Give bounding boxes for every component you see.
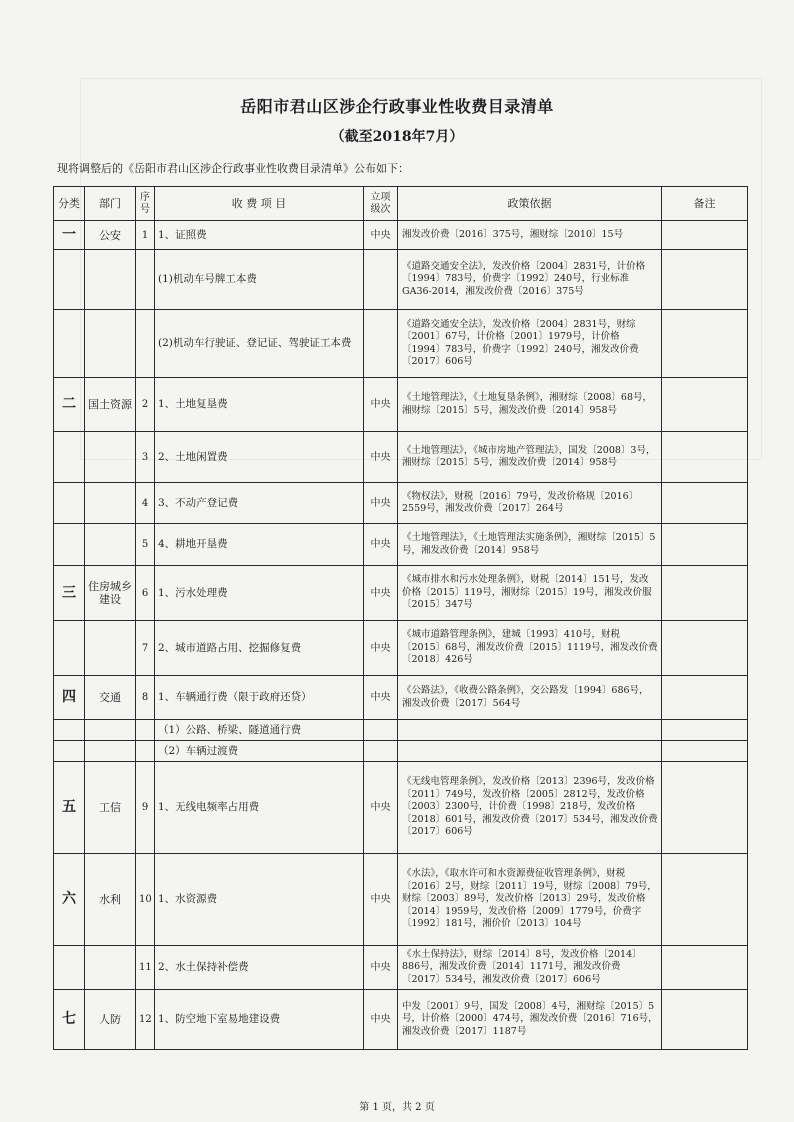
cell-level: 中央 <box>364 483 398 524</box>
cell-item: 4、耕地开垦费 <box>155 524 364 566</box>
cell-seq <box>136 250 155 310</box>
cell-department <box>85 250 136 310</box>
cell-department <box>85 310 136 378</box>
cell-department <box>85 524 136 566</box>
cell-level: 中央 <box>364 990 398 1050</box>
cell-level: 中央 <box>364 221 398 250</box>
cell-basis <box>398 720 662 741</box>
table-row <box>54 762 748 854</box>
cell-category <box>54 250 85 310</box>
cell-level <box>364 720 398 741</box>
cell-seq <box>136 310 155 378</box>
cell-category <box>54 524 85 566</box>
cell-basis: 《道路交通安全法》，发改价格〔2004〕2831号，财综〔2001〕67号，计价格〔2001〕1979号，计价格〔1994〕783号，价费字〔1992〕240号，湘发改价费〔2017〕606号 <box>398 310 662 378</box>
cell-department: 国土资源 <box>85 378 136 432</box>
cell-seq: 8 <box>136 676 155 720</box>
cell-level: 中央 <box>364 432 398 483</box>
table-header-row <box>54 187 748 221</box>
cell-level: 中央 <box>364 621 398 676</box>
cell-remark <box>662 762 748 854</box>
cell-item: 2、水土保持补偿费 <box>155 946 364 990</box>
cell-department: 工信 <box>85 762 136 854</box>
table-row <box>54 946 748 990</box>
cell-level <box>364 741 398 762</box>
cell-category <box>54 432 85 483</box>
intro-text: 现将调整后的《岳阳市君山区涉企行政事业性收费目录清单》公布如下： <box>57 162 409 175</box>
table-row <box>54 250 748 310</box>
cell-category <box>54 946 85 990</box>
cell-category: 三 <box>54 566 85 621</box>
cell-basis: 《公路法》，《收费公路条例》，交公路发〔1994〕686号，湘发改价费〔2017〕564号 <box>398 676 662 720</box>
cell-category <box>54 741 85 762</box>
cell-department <box>85 432 136 483</box>
cell-remark <box>662 854 748 946</box>
cell-basis: 《土地管理法》，《城市房地产管理法》，国发〔2008〕3号，湘财综〔2015〕5号，湘发改价费〔2014〕958号 <box>398 432 662 483</box>
cell-basis: 湘发改价费〔2016〕375号，湘财综〔2010〕15号 <box>398 221 662 250</box>
header-category: 分类 <box>54 187 85 221</box>
fee-catalog-table <box>53 186 748 1050</box>
cell-item: 2、土地闲置费 <box>155 432 364 483</box>
cell-seq <box>136 720 155 741</box>
cell-basis: 《水法》，《取水许可和水资源费征收管理条例》，财税〔2016〕2号，财综〔2011〕19号，财综〔2008〕79号，财综〔2003〕89号，发改价格〔2013〕29号，发改价格〔2014〕1959号，发改价格〔2009〕1779号，价费字〔1992〕181号，湘价价〔2013〕104号 <box>398 854 662 946</box>
cell-item: 1、防空地下室易地建设费 <box>155 990 364 1050</box>
cell-department <box>85 741 136 762</box>
table-row <box>54 566 748 621</box>
cell-seq: 4 <box>136 483 155 524</box>
cell-item: 3、不动产登记费 <box>155 483 364 524</box>
cell-category: 一 <box>54 221 85 250</box>
cell-level <box>364 310 398 378</box>
cell-basis: 《道路交通安全法》，发改价格〔2004〕2831号，计价格〔1994〕783号，价费字〔1992〕240号，行业标准GA36-2014，湘发改价费〔2016〕375号 <box>398 250 662 310</box>
cell-item: 1、土地复垦费 <box>155 378 364 432</box>
table-row <box>54 524 748 566</box>
cell-item: 1、证照费 <box>155 221 364 250</box>
cell-remark <box>662 946 748 990</box>
cell-department: 水利 <box>85 854 136 946</box>
document-title: 岳阳市君山区涉企行政事业性收费目录清单 <box>240 97 554 116</box>
cell-level: 中央 <box>364 524 398 566</box>
cell-department <box>85 621 136 676</box>
table-row <box>54 741 748 762</box>
cell-level: 中央 <box>364 378 398 432</box>
table-row <box>54 990 748 1050</box>
cell-level <box>364 250 398 310</box>
cell-basis: 《物权法》，财税〔2016〕79号，发改价格规〔2016〕2559号，湘发改价费〔2017〕264号 <box>398 483 662 524</box>
cell-seq: 10 <box>136 854 155 946</box>
cell-item: 2、城市道路占用、挖掘修复费 <box>155 621 364 676</box>
cell-remark <box>662 720 748 741</box>
cell-department <box>85 720 136 741</box>
cell-level: 中央 <box>364 676 398 720</box>
cell-basis <box>398 741 662 762</box>
cell-remark <box>662 566 748 621</box>
cell-remark <box>662 483 748 524</box>
cell-remark <box>662 524 748 566</box>
table-row <box>54 676 748 720</box>
cell-level: 中央 <box>364 762 398 854</box>
cell-remark <box>662 741 748 762</box>
cell-seq: 7 <box>136 621 155 676</box>
cell-department: 人防 <box>85 990 136 1050</box>
cell-category <box>54 720 85 741</box>
cell-department: 交通 <box>85 676 136 720</box>
cell-category: 二 <box>54 378 85 432</box>
table-row <box>54 621 748 676</box>
cell-basis: 中发〔2001〕9号，国发〔2008〕4号，湘财综〔2015〕5号，计价格〔2000〕474号，湘发改价费〔2016〕716号，湘发改价费〔2017〕1187号 <box>398 990 662 1050</box>
cell-basis: 《水土保持法》，财综〔2014〕8号，发改价格〔2014〕886号，湘发改价费〔2014〕1171号，湘发改价费〔2017〕534号，湘发改价费〔2017〕606号 <box>398 946 662 990</box>
cell-department: 住房城乡建设 <box>85 566 136 621</box>
cell-seq: 1 <box>136 221 155 250</box>
cell-item: （2）车辆过渡费 <box>155 741 364 762</box>
cell-remark <box>662 378 748 432</box>
cell-remark <box>662 432 748 483</box>
cell-remark <box>662 676 748 720</box>
cell-level: 中央 <box>364 566 398 621</box>
table-row <box>54 432 748 483</box>
cell-item: (2)机动车行驶证、登记证、驾驶证工本费 <box>155 310 364 378</box>
cell-basis: 《土地管理法》，《土地管理法实施条例》，湘财综〔2015〕5号，湘发改价费〔2014〕958号 <box>398 524 662 566</box>
header-remark: 备注 <box>662 187 748 221</box>
table-row <box>54 720 748 741</box>
cell-category: 七 <box>54 990 85 1050</box>
header-basis: 政策依据 <box>398 187 662 221</box>
cell-department: 公安 <box>85 221 136 250</box>
header-item: 收 费 项 目 <box>155 187 364 221</box>
cell-department <box>85 483 136 524</box>
cell-seq: 12 <box>136 990 155 1050</box>
cell-item: 1、污水处理费 <box>155 566 364 621</box>
cell-item: 1、无线电频率占用费 <box>155 762 364 854</box>
table-row <box>54 483 748 524</box>
cell-category <box>54 483 85 524</box>
cell-seq: 2 <box>136 378 155 432</box>
cell-seq <box>136 741 155 762</box>
cell-remark <box>662 221 748 250</box>
header-level: 立项级次 <box>364 187 398 221</box>
cell-remark <box>662 621 748 676</box>
cell-item: (1)机动车号牌工本费 <box>155 250 364 310</box>
page-footer: 第 1 页，共 2 页 <box>359 1102 435 1113</box>
cell-item: 1、水资源费 <box>155 854 364 946</box>
cell-seq: 5 <box>136 524 155 566</box>
header-seq: 序号 <box>136 187 155 221</box>
table-row <box>54 378 748 432</box>
document-subtitle: （截至2018年7月） <box>330 129 464 145</box>
table-row <box>54 310 748 378</box>
table-row <box>54 854 748 946</box>
cell-level: 中央 <box>364 854 398 946</box>
cell-seq: 6 <box>136 566 155 621</box>
cell-department <box>85 946 136 990</box>
cell-seq: 11 <box>136 946 155 990</box>
header-department: 部门 <box>85 187 136 221</box>
cell-basis: 《土地管理法》，《土地复垦条例》，湘财综〔2008〕68号，湘财综〔2015〕5号，湘发改价费〔2014〕958号 <box>398 378 662 432</box>
cell-category <box>54 621 85 676</box>
cell-seq: 3 <box>136 432 155 483</box>
cell-item: 1、车辆通行费（限于政府还贷） <box>155 676 364 720</box>
cell-level: 中央 <box>364 946 398 990</box>
cell-category: 六 <box>54 854 85 946</box>
cell-remark <box>662 310 748 378</box>
cell-remark <box>662 250 748 310</box>
cell-basis: 《城市道路管理条例》，建城〔1993〕410号，财税〔2015〕68号，湘发改价费〔2015〕1119号，湘发改价费〔2018〕426号 <box>398 621 662 676</box>
cell-remark <box>662 990 748 1050</box>
cell-category: 五 <box>54 762 85 854</box>
cell-category: 四 <box>54 676 85 720</box>
cell-basis: 《城市排水和污水处理条例》，财税〔2014〕151号，发改价格〔2015〕119号，湘财综〔2015〕19号，湘发改价服〔2015〕347号 <box>398 566 662 621</box>
cell-item: （1）公路、桥梁、隧道通行费 <box>155 720 364 741</box>
table-row <box>54 221 748 250</box>
cell-basis: 《无线电管理条例》，发改价格〔2013〕2396号，发改价格〔2011〕749号，发改价格〔2005〕2812号，发改价格〔2003〕2300号，计价费〔1998〕218号，发改价格〔2018〕601号，湘发改价费〔2017〕534号，湘发改价费〔2017〕606号 <box>398 762 662 854</box>
cell-category <box>54 310 85 378</box>
cell-seq: 9 <box>136 762 155 854</box>
